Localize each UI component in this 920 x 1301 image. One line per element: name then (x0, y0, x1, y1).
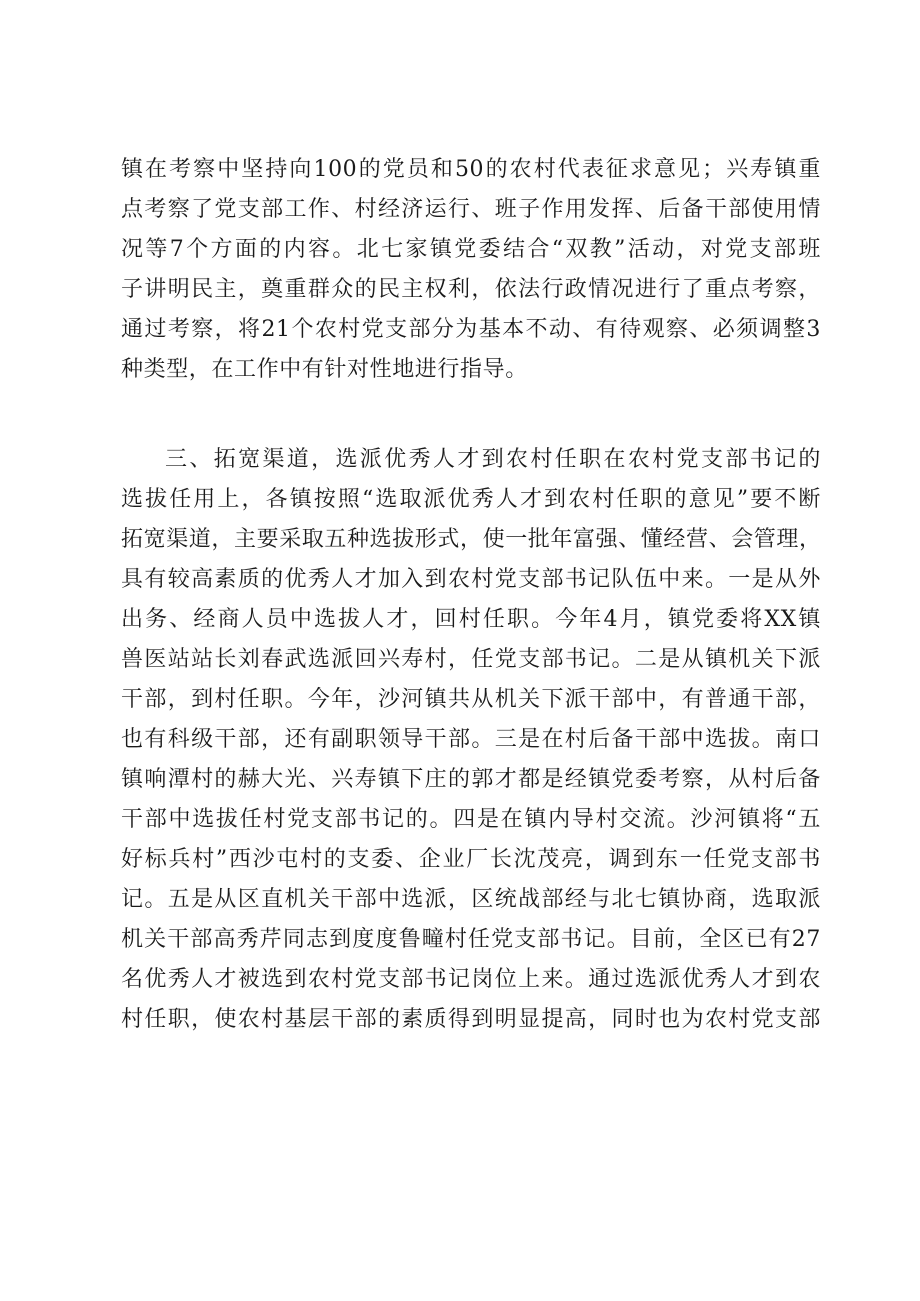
text-line: 好标兵村”西沙屯村的支委、企业厂长沈茂亮，调到东一任党支部书 (121, 847, 821, 872)
text-line: 选拔任用上，各镇按照“选取派优秀人才到农村任职的意见”要不断 (121, 487, 821, 512)
text-line: 子讲明民主，奠重群众的民主权利，依法行政情况进行了重点考察， (121, 277, 821, 302)
text-line: 镇响潭村的赫大光、兴寿镇下庄的郭才都是经镇党委考察，从村后备 (121, 767, 821, 792)
text-line: 具有较高素质的优秀人才加入到农村党支部书记队伍中来。一是从外 (121, 567, 821, 592)
paragraph-2 (121, 440, 821, 1040)
text-line: 村任职，使农村基层干部的素质得到明显提高，同时也为农村党支部 (121, 1007, 821, 1032)
text-line: 名优秀人才被选到农村党支部书记岗位上来。通过选派优秀人才到农 (121, 967, 821, 992)
text-line: 也有科级干部，还有副职领导干部。三是在村后备干部中选拔。南口 (121, 727, 821, 752)
text-line: 干部中选拔任村党支部书记的。四是在镇内导村交流。沙河镇将“五 (121, 807, 821, 832)
text-line: 种类型，在工作中有针对性地进行指导。 (121, 357, 528, 382)
text-line: 通过考察，将21个农村党支部分为基本不动、有待观察、必须调整3 (121, 317, 821, 342)
text-line: 出务、经商人员中选拔人才，回村任职。今年4月，镇党委将XX镇 (121, 607, 821, 632)
text-line: 拓宽渠道，主要采取五种选拔形式，使一批年富强、懂经营、会管理， (121, 527, 822, 552)
paragraph-1 (121, 150, 821, 390)
text-line: 记。五是从区直机关干部中选派，区统战部经与北七镇协商，选取派 (121, 887, 821, 912)
text-line: 镇在考察中坚持向100的党员和50的农村代表征求意见；兴寿镇重 (121, 157, 821, 182)
text-line: 干部，到村任职。今年，沙河镇共从机关下派干部中，有普通干部， (121, 687, 821, 712)
text-line: 三、拓宽渠道，选派优秀人才到农村任职在农村党支部书记的 (165, 447, 821, 472)
text-line: 点考察了党支部工作、村经济运行、班子作用发挥、后备干部使用情 (121, 197, 821, 222)
text-line: 况等7个方面的内容。北七家镇党委结合“双教”活动，对党支部班 (121, 237, 821, 262)
text-line: 兽医站站长刘春武选派回兴寿村，任党支部书记。二是从镇机关下派 (121, 647, 821, 672)
text-line: 机关干部高秀芹同志到度度鲁疃村任党支部书记。目前，全区已有27 (121, 927, 821, 952)
